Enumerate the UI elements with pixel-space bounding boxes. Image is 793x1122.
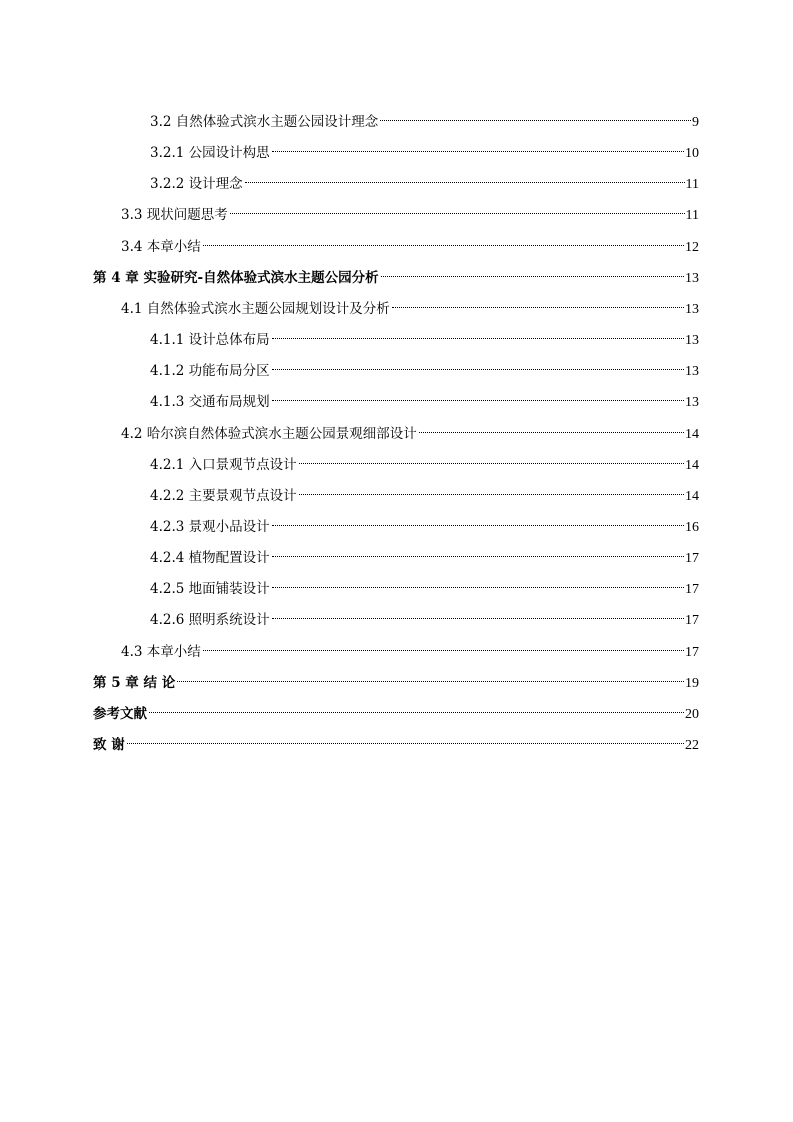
- toc-entry[interactable]: [150, 135, 699, 162]
- toc-entry-page-number: 13: [685, 270, 699, 286]
- toc-entry[interactable]: [121, 229, 699, 255]
- toc-dot-leader: [149, 696, 684, 718]
- toc-entry-page-number: 14: [685, 426, 699, 442]
- toc-dot-leader: [380, 104, 691, 126]
- toc-entry-title: 参考文献: [93, 705, 147, 722]
- toc-entry[interactable]: [150, 478, 699, 504]
- toc-dot-leader: [245, 166, 685, 188]
- toc-dot-leader: [127, 727, 684, 749]
- toc-entry-title: 第 5 章 结 论: [93, 674, 176, 691]
- toc-entry[interactable]: [150, 166, 699, 193]
- toc-entry[interactable]: [150, 509, 699, 535]
- toc-entry-page-number: 17: [685, 551, 699, 567]
- toc-entry-title: 4.2.4 植物配置设计: [150, 550, 270, 567]
- toc-entry-page-number: 13: [685, 333, 699, 349]
- toc-entry[interactable]: [150, 322, 699, 349]
- toc-entry-page-number: 9: [692, 115, 699, 130]
- toc-entry-title: 4.2.2 主要景观节点设计: [150, 487, 297, 504]
- toc-entry-page-number: 10: [685, 146, 699, 162]
- toc-entry-title: 4.1 自然体验式滨水主题公园规划设计及分析: [121, 300, 390, 317]
- toc-entry-title: 4.2.6 照明系统设计: [150, 612, 270, 629]
- toc-entry[interactable]: [121, 197, 699, 224]
- toc-entry-title: 4.2.5 地面铺装设计: [150, 581, 270, 598]
- toc-entry-page-number: 16: [685, 519, 699, 535]
- toc-dot-leader: [392, 291, 684, 313]
- toc-dot-leader: [381, 260, 684, 282]
- toc-entry[interactable]: [121, 634, 699, 660]
- toc-entry-title: 4.2.3 景观小品设计: [150, 518, 270, 535]
- toc-dot-leader: [272, 353, 684, 375]
- toc-entry[interactable]: [150, 384, 699, 411]
- toc-dot-leader: [272, 135, 684, 157]
- toc-entry[interactable]: [150, 447, 699, 473]
- toc-entry[interactable]: [93, 260, 699, 286]
- toc-dot-leader: [272, 571, 684, 593]
- toc-dot-leader: [272, 540, 684, 562]
- toc-dot-leader: [272, 384, 684, 406]
- toc-entry-page-number: 12: [685, 239, 699, 255]
- toc-entry-title: 4.2.1 入口景观节点设计: [150, 456, 297, 473]
- toc-entry-title: 3.2.1 公园设计构思: [150, 145, 270, 162]
- toc-entry-page-number: 17: [685, 644, 699, 660]
- toc-entry[interactable]: [150, 602, 699, 629]
- toc-entry-title: 3.4 本章小结: [121, 238, 201, 255]
- toc-entry-title: 致 谢: [93, 737, 125, 753]
- toc-entry[interactable]: [121, 416, 699, 442]
- toc-entry[interactable]: [93, 696, 699, 722]
- toc-entry[interactable]: [150, 353, 699, 380]
- toc-dot-leader: [230, 197, 685, 219]
- toc-dot-leader: [299, 478, 684, 500]
- toc-entry-title: 4.1.2 功能布局分区: [150, 363, 270, 380]
- toc-entry-title: 3.3 现状问题思考: [121, 207, 228, 224]
- toc-dot-leader: [177, 665, 684, 687]
- toc-entry-title: 4.1.1 设计总体布局: [150, 332, 270, 349]
- toc-entry-page-number: 19: [685, 675, 699, 691]
- toc-entry-title: 4.2 哈尔滨自然体验式滨水主题公园景观细部设计: [121, 425, 417, 442]
- toc-entry-page-number: 13: [685, 364, 699, 380]
- toc-entry[interactable]: [150, 571, 699, 598]
- toc-entry-title: 4.1.3 交通布局规划: [150, 394, 270, 411]
- toc-entry-title: 第 4 章 实验研究-自然体验式滨水主题公园分析: [93, 269, 379, 286]
- toc-entry-page-number: 11: [685, 208, 699, 224]
- toc-entry-title: 3.2 自然体验式滨水主题公园设计理念: [150, 114, 379, 130]
- toc-dot-leader: [419, 416, 684, 438]
- toc-entry-page-number: 17: [685, 582, 699, 598]
- toc-entry-page-number: 13: [685, 301, 699, 317]
- toc-dot-leader: [272, 602, 684, 624]
- toc-entry-title: 3.2.2 设计理念: [150, 176, 243, 193]
- toc-entry-page-number: 13: [685, 395, 699, 411]
- toc-dot-leader: [272, 322, 684, 344]
- toc-dot-leader: [299, 447, 684, 469]
- toc-dot-leader: [272, 509, 684, 531]
- toc-entry-page-number: 14: [685, 488, 699, 504]
- toc-dot-leader: [203, 634, 684, 656]
- toc-entry-page-number: 11: [685, 177, 699, 193]
- toc-entry-page-number: 17: [685, 613, 699, 629]
- toc-entry-page-number: 20: [685, 706, 699, 722]
- toc-entry-page-number: 14: [685, 457, 699, 473]
- toc-entry[interactable]: [150, 540, 699, 567]
- toc-entry[interactable]: [121, 291, 699, 317]
- toc-entry-page-number: 22: [685, 738, 699, 753]
- toc-entry[interactable]: [93, 727, 699, 753]
- toc-entry[interactable]: [93, 665, 699, 691]
- toc-dot-leader: [203, 229, 684, 251]
- toc-entry-title: 4.3 本章小结: [121, 643, 201, 660]
- toc-entry[interactable]: [150, 104, 699, 130]
